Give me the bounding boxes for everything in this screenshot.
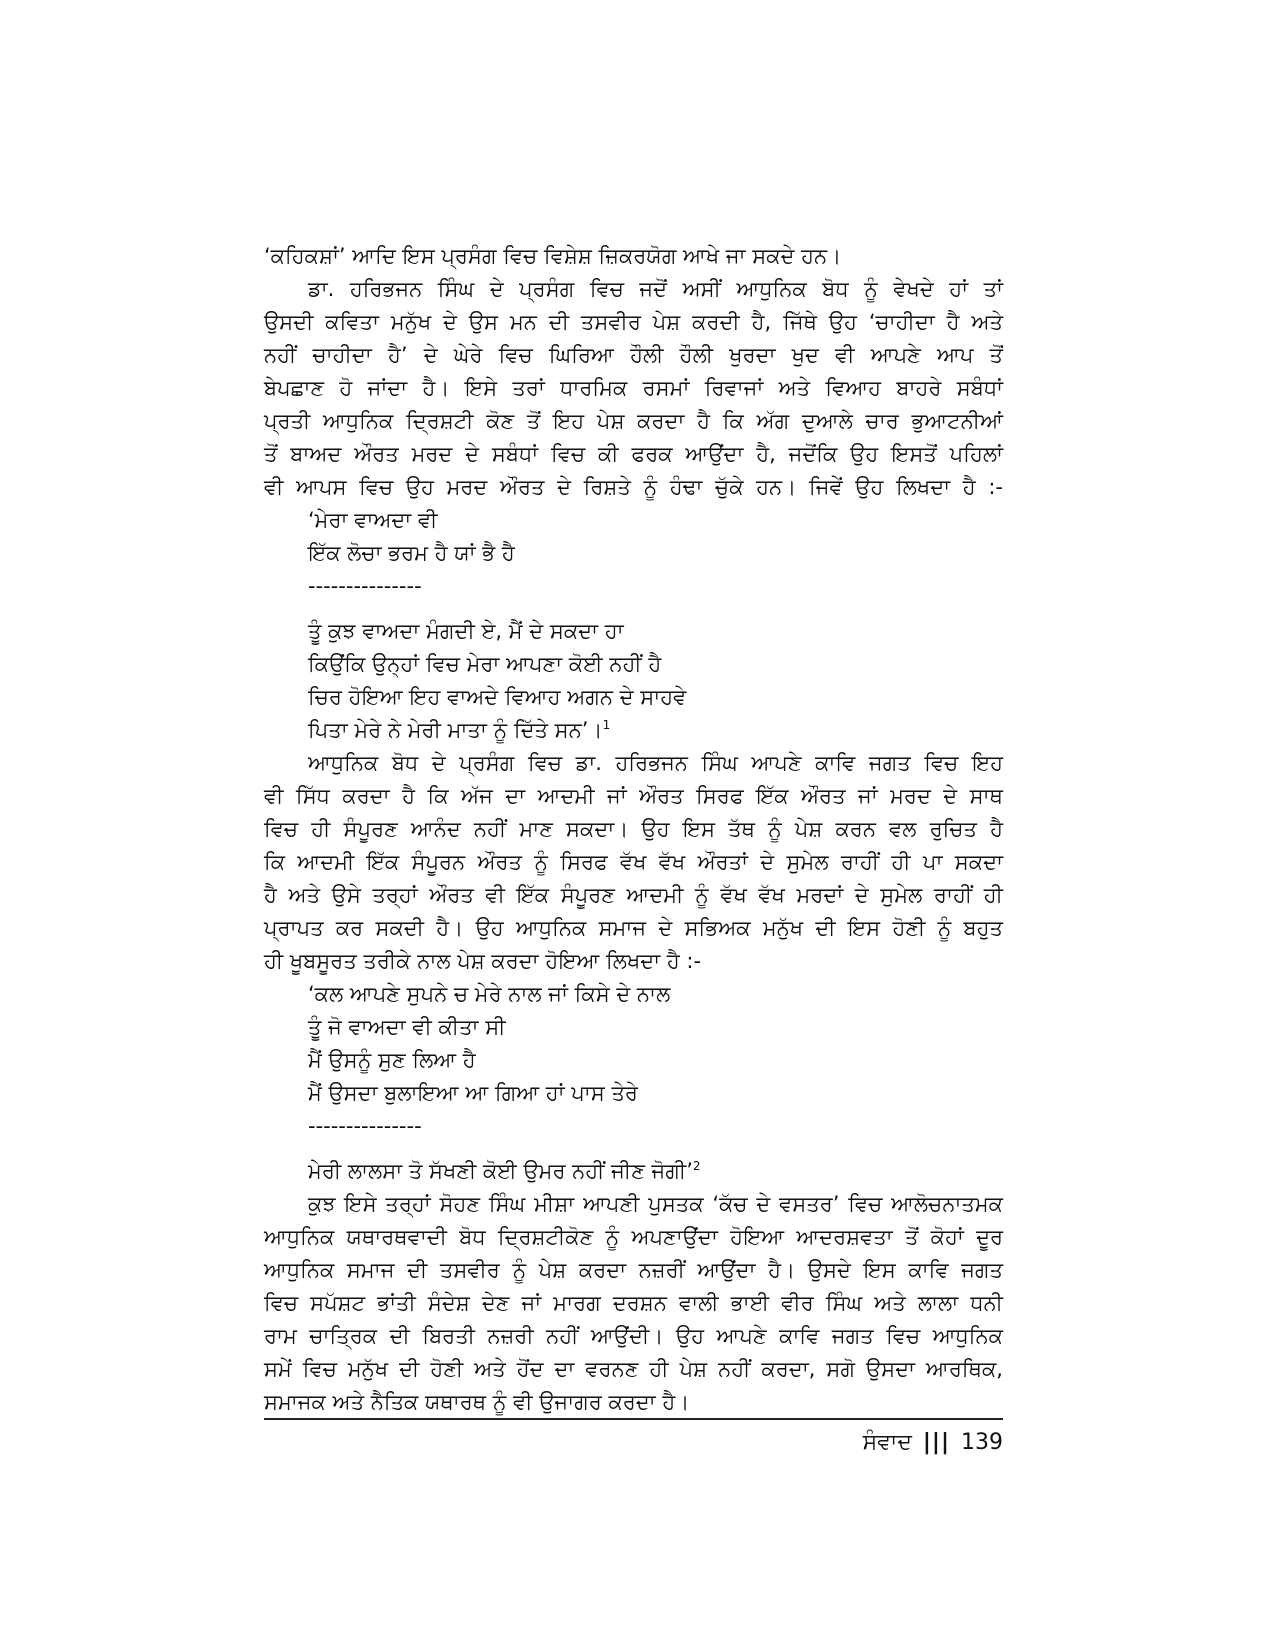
text-line: ਨਹੀਂ ਚਾਹੀਦਾ ਹੈ’ ਦੇ ਘੇਰੇ ਵਿਚ ਘਿਰਿਆ ਹੌਲੀ ਹੌਲੀ ਖੁਰਦਾ ਖੁਦ ਵੀ ਆਪਣੇ ਆਪ ਤੋਂ [264, 343, 1003, 367]
text-line: ਕੁਝ ਇਸੇ ਤਰ੍ਹਾਂ ਸੋਹਣ ਸਿੰਘ ਮੀਸ਼ਾ ਆਪਣੀ ਪੁਸਤਕ ‘ਕੱਚ ਦੇ ਵਸਤਰ’ ਵਿਚ ਆਲੋਚਨਾਤਮਕ [308, 1192, 1003, 1216]
text-line: ਬੇਪਛਾਣ ਹੋ ਜਾਂਦਾ ਹੈ। ਇਸੇ ਤਰਾਂ ਧਾਰਮਿਕ ਰਸਮਾਂ ਰਿਵਾਜਾਂ ਅਤੇ ਵਿਆਹ ਬਾਹਰੇ ਸਬੰਧਾਂ [264, 376, 1003, 400]
text-line: ਪ੍ਰਤੀ ਆਧੁਨਿਕ ਦ੍ਰਿਸ਼ਟੀ ਕੋਣ ਤੋਂ ਇਹ ਪੇਸ਼ ਕਰਦਾ ਹੈ ਕਿ ਅੱਗ ਦੁਆਲੇ ਚਾਰ ਭੁਆਟਨੀਆਂ [264, 409, 1003, 433]
verse-text: ਪਿਤਾ ਮੇਰੇ ਨੇ ਮੇਰੀ ਮਾਤਾ ਨੂੰ ਦਿੱਤੇ ਸਨ’। [308, 718, 603, 742]
text-line: ਸਮਾਜਕ ਅਤੇ ਨੈਤਿਕ ਯਥਾਰਥ ਨੂੰ ਵੀ ਉਜਾਗਰ ਕਰਦਾ ਹੈ। [264, 1390, 690, 1414]
verse-line: ‘ਕਲ ਆਪਣੇ ਸੁਪਨੇ ਚ ਮੇਰੇ ਨਾਲ ਜਾਂ ਕਿਸੇ ਦੇ ਨਾਲ [308, 982, 671, 1006]
footer-separator: ||| [922, 1430, 950, 1455]
page-number: 139 [961, 1430, 1003, 1455]
text-line: ਆਧੁਨਿਕ ਯਥਾਰਥਵਾਦੀ ਬੋਧ ਦ੍ਰਿਸ਼ਟੀਕੋਣ ਨੂੰ ਅਪਣਾਉਂਦਾ ਹੋਇਆ ਆਦਰਸ਼ਵਤਾ ਤੋਂ ਕੋਹਾਂ ਦੂਰ [264, 1225, 1003, 1249]
journal-name: ਸੰਵਾਦ [862, 1430, 912, 1455]
text-line: ਰਾਮ ਚਾਤ੍ਰਿਕ ਦੀ ਬਿਰਤੀ ਨਜ਼ਰੀ ਨਹੀਂ ਆਉਂਦੀ। ਉਹ ਆਪਣੇ ਕਾਵਿ ਜਗਤ ਵਿਚ ਆਧੁਨਿਕ [264, 1324, 1003, 1348]
verse-line: ‘ਮੇਰਾ ਵਾਅਦਾ ਵੀ [308, 508, 438, 532]
text-line: ਪ੍ਰਾਪਤ ਕਰ ਸਕਦੀ ਹੈ। ਉਹ ਆਧੁਨਿਕ ਸਮਾਜ ਦੇ ਸਭਿਅਕ ਮਨੁੱਖ ਦੀ ਇਸ ਹੋਣੀ ਨੂੰ ਬਹੁਤ [264, 916, 1003, 940]
footnote-ref: 1 [602, 718, 611, 732]
text-line: ਸਮੇਂ ਵਿਚ ਮਨੁੱਖ ਦੀ ਹੋਣੀ ਅਤੇ ਹੋਂਦ ਦਾ ਵਰਨਣ ਹੀ ਪੇਸ਼ ਨਹੀਂ ਕਰਦਾ, ਸਗੋ ਉਸਦਾ ਆਰਥਿਕ, [264, 1357, 1003, 1381]
verse-line [264, 1155, 1003, 1188]
text-line: ਵੀ ਸਿੱਧ ਕਰਦਾ ਹੈ ਕਿ ਅੱਜ ਦਾ ਆਦਮੀ ਜਾਂ ਔਰਤ ਸਿਰਫ ਇੱਕ ਔਰਤ ਜਾਂ ਮਰਦ ਦੇ ਸਾਥ [264, 784, 1003, 808]
verse-line: ਮੈਂ ਉਸਦਾ ਬੁਲਾਇਆ ਆ ਗਿਆ ਹਾਂ ਪਾਸ ਤੇਰੇ [308, 1081, 638, 1105]
page-body [264, 240, 1003, 1419]
verse-line: ਚਿਰ ਹੋਇਆ ਇਹ ਵਾਅਦੇ ਵਿਆਹ ਅਗਨ ਦੇ ਸਾਹਵੇ [308, 685, 687, 709]
verse-line: ਕਿਉਂਕਿ ਉਨ੍ਹਾਂ ਵਿਚ ਮੇਰਾ ਆਪਣਾ ਕੋਈ ਨਹੀਂ ਹੈ [308, 652, 662, 676]
verse-line [264, 714, 1003, 747]
text-line: ਉਸਦੀ ਕਵਿਤਾ ਮਨੁੱਖ ਦੇ ਉਸ ਮਨ ਦੀ ਤਸਵੀਰ ਪੇਸ਼ ਕਰਦੀ ਹੈ, ਜਿੱਥੇ ਉਹ ‘ਚਾਹੀਦਾ ਹੈ ਅਤੇ [264, 310, 1003, 334]
text-line: ਵੀ ਆਪਸ ਵਿਚ ਉਹ ਮਰਦ ਔਰਤ ਦੇ ਰਿਸ਼ਤੇ ਨੂੰ ਹੰਢਾ ਚੁੱਕੇ ਹਨ। ਜਿਵੇਂ ਉਹ ਲਿਖਦਾ ਹੈ :- [264, 475, 1003, 499]
text-line: ਵਿਚ ਸਪੱਸ਼ਟ ਭਾਂਤੀ ਸੰਦੇਸ਼ ਦੇਣ ਜਾਂ ਮਾਰਗ ਦਰਸ਼ਨ ਵਾਲੀ ਭਾਈ ਵੀਰ ਸਿੰਘ ਅਤੇ ਲਾਲਾ ਧਨੀ [264, 1291, 1003, 1315]
verse-line: ਮੈਂ ਉਸਨੂੰ ਸੁਣ ਲਿਆ ਹੈ [308, 1048, 476, 1072]
text-line: ਹੈ ਅਤੇ ਉਸੇ ਤਰ੍ਹਾਂ ਔਰਤ ਵੀ ਇੱਕ ਸੰਪੂਰਣ ਆਦਮੀ ਨੂੰ ਵੱਖ ਵੱਖ ਮਰਦਾਂ ਦੇ ਸੁਮੇਲ ਰਾਹੀਂ ਹੀ [264, 883, 1003, 907]
verse-line: ਇੱਕ ਲੋਚਾ ਭਰਮ ਹੈ ਯਾਂ ਭੈ ਹੈ [308, 541, 515, 565]
text-line: ਵਿਚ ਹੀ ਸੰਪੂਰਣ ਆਨੰਦ ਨਹੀਂ ਮਾਣ ਸਕਦਾ। ਉਹ ਇਸ ਤੱਥ ਨੂੰ ਪੇਸ਼ ਕਰਨ ਵਲ ਰੁਚਿਤ ਹੈ [264, 817, 1003, 841]
verse-separator: --------------- [308, 574, 422, 598]
verse-separator: --------------- [308, 1114, 422, 1138]
text-line: ‘ਕਹਿਕਸ਼ਾਂ’ ਆਦਿ ਇਸ ਪ੍ਰਸੰਗ ਵਿਚ ਵਿਸ਼ੇਸ਼ ਜ਼ਿਕਰਯੋਗ ਆਖੇ ਜਾ ਸਕਦੇ ਹਨ। [264, 244, 842, 268]
text-line: ਡਾ. ਹਰਿਭਜਨ ਸਿੰਘ ਦੇ ਪ੍ਰਸੰਗ ਵਿਚ ਜਦੋਂ ਅਸੀਂ ਆਧੁਨਿਕ ਬੋਧ ਨੂੰ ਵੇਖਦੇ ਹਾਂ ਤਾਂ [308, 277, 1003, 301]
verse-line: ਤੂੰ ਜੋ ਵਾਅਦਾ ਵੀ ਕੀਤਾ ਸੀ [308, 1015, 506, 1039]
verse-text: ਮੇਰੀ ਲਾਲਸਾ ਤੋ ਸੱਖਣੀ ਕੋਈ ਉਮਰ ਨਹੀਂ ਜੀਣ ਜੋਗੀ’ [308, 1159, 693, 1183]
text-line: ਹੀ ਖੂਬਸੂਰਤ ਤਰੀਕੇ ਨਾਲ ਪੇਸ਼ ਕਰਦਾ ਹੋਇਆ ਲਿਖਦਾ ਹੈ :- [264, 949, 702, 973]
text-line: ਤੋਂ ਬਾਅਦ ਔਰਤ ਮਰਦ ਦੇ ਸਬੰਧਾਂ ਵਿਚ ਕੀ ਫਰਕ ਆਉਂਦਾ ਹੈ, ਜਦੋਂਕਿ ਉਹ ਇਸਤੋਂ ਪਹਿਲਾਂ [264, 442, 1003, 466]
footer-rule [264, 1418, 1003, 1420]
text-line: ਆਧੁਨਿਕ ਬੋਧ ਦੇ ਪ੍ਰਸੰਗ ਵਿਚ ਡਾ. ਹਰਿਭਜਨ ਸਿੰਘ ਆਪਣੇ ਕਾਵਿ ਜਗਤ ਵਿਚ ਇਹ [308, 751, 1003, 775]
page-footer [863, 1428, 1003, 1458]
text-line: ਕਿ ਆਦਮੀ ਇੱਕ ਸੰਪੂਰਨ ਔਰਤ ਨੂੰ ਸਿਰਫ ਵੱਖ ਵੱਖ ਔਰਤਾਂ ਦੇ ਸੁਮੇਲ ਰਾਹੀਂ ਹੀ ਪਾ ਸਕਦਾ [264, 850, 1003, 874]
verse-line: ਤੂੰ ਕੁਝ ਵਾਅਦਾ ਮੰਗਦੀ ਏ, ਮੈਂ ਦੇ ਸਕਦਾ ਹਾ [308, 619, 624, 643]
footnote-ref: 2 [692, 1159, 701, 1173]
text-line: ਆਧੁਨਿਕ ਸਮਾਜ ਦੀ ਤਸਵੀਰ ਨੂੰ ਪੇਸ਼ ਕਰਦਾ ਨਜ਼ਰੀਂ ਆਉਂਦਾ ਹੈ। ਉਸਦੇ ਇਸ ਕਾਵਿ ਜਗਤ [264, 1258, 1003, 1282]
